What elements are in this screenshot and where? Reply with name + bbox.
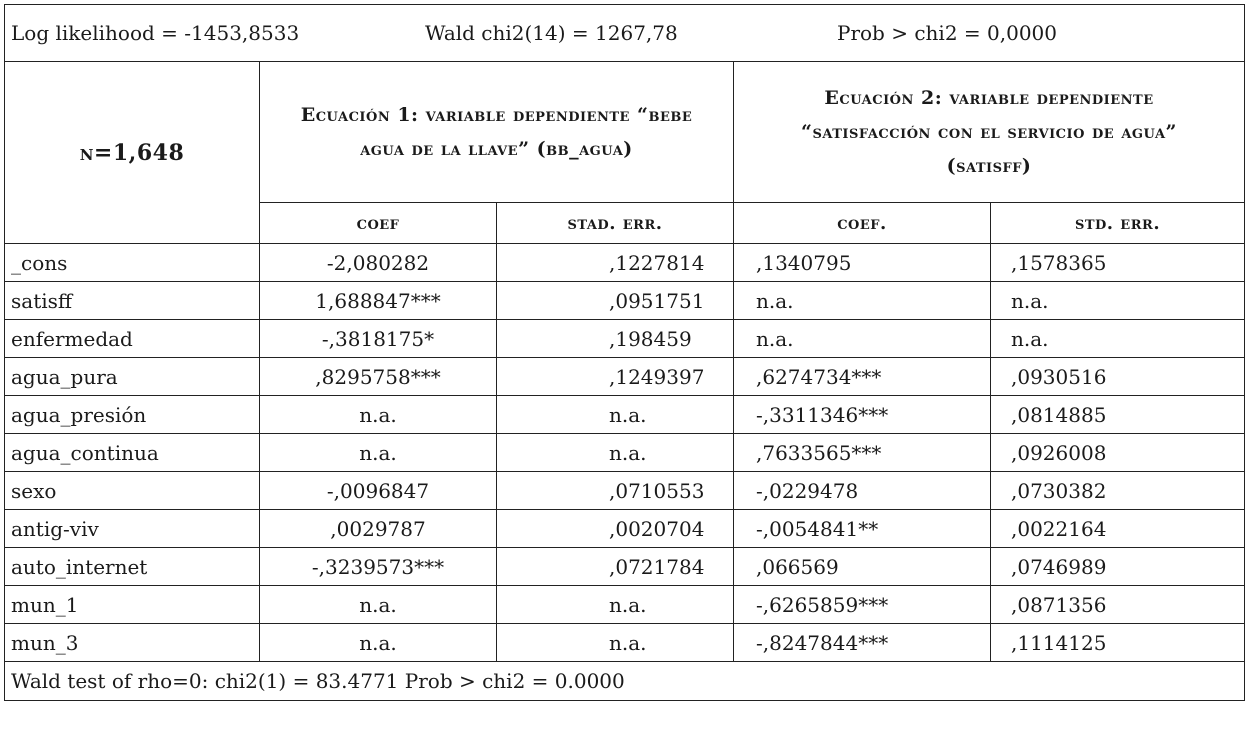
- regression-table-wrapper: [4, 4, 1244, 701]
- eq1-stderr: ,0721784: [497, 548, 734, 586]
- row-label: mun_3: [5, 624, 260, 662]
- prob-chi2: Prob > chi2 = 0,0000: [837, 21, 1057, 45]
- regression-table: [4, 4, 1245, 701]
- col-stderr-2: std. err.: [991, 203, 1245, 244]
- eq1-stderr: n.a.: [497, 586, 734, 624]
- eq1-stderr: n.a.: [497, 396, 734, 434]
- table-row: [5, 472, 1245, 510]
- table-row: [5, 510, 1245, 548]
- row-label: agua_pura: [5, 358, 260, 396]
- table-row: [5, 434, 1245, 472]
- table-row: [5, 282, 1245, 320]
- eq1-stderr: ,1227814: [497, 244, 734, 282]
- n-label: n=1,648: [5, 62, 260, 244]
- eq2-stderr: ,0746989: [991, 548, 1245, 586]
- eq1-coef: n.a.: [260, 434, 497, 472]
- eq2-stderr: ,0871356: [991, 586, 1245, 624]
- col-coef-1: coef: [260, 203, 497, 244]
- eq2-stderr: ,0930516: [991, 358, 1245, 396]
- wald-chi2: Wald chi2(14) = 1267,78: [425, 21, 678, 45]
- row-label: enfermedad: [5, 320, 260, 358]
- eq2-stderr: ,0814885: [991, 396, 1245, 434]
- eq1-coef: n.a.: [260, 586, 497, 624]
- col-coef-2: coef.: [734, 203, 991, 244]
- eq1-coef: n.a.: [260, 396, 497, 434]
- eq1-stderr: ,1249397: [497, 358, 734, 396]
- eq2-coef: ,7633565***: [734, 434, 991, 472]
- eq2-coef: -,8247844***: [734, 624, 991, 662]
- summary-row: [5, 5, 1245, 62]
- table-row: [5, 548, 1245, 586]
- eq2-stderr: ,0730382: [991, 472, 1245, 510]
- eq1-coef: -,3818175*: [260, 320, 497, 358]
- eq2-coef: -,6265859***: [734, 586, 991, 624]
- eq1-stderr: n.a.: [497, 624, 734, 662]
- table-row: [5, 624, 1245, 662]
- col-stderr-1: stad. err.: [497, 203, 734, 244]
- footer-text: Wald test of rho=0: chi2(1) = 83.4771 Prob > chi2 = 0.0000: [5, 662, 1245, 701]
- equation-1-header: [260, 62, 734, 203]
- table-row: [5, 396, 1245, 434]
- row-label: auto_internet: [5, 548, 260, 586]
- eq1-stderr: ,0020704: [497, 510, 734, 548]
- eq2-stderr: n.a.: [991, 282, 1245, 320]
- equation-2-text: Ecuación 2: variable dependiente “satisfacción con el servicio de agua” (satisff): [801, 87, 1177, 177]
- eq2-stderr: n.a.: [991, 320, 1245, 358]
- footer-row: [5, 662, 1245, 701]
- row-label: agua_continua: [5, 434, 260, 472]
- eq1-coef: -2,080282: [260, 244, 497, 282]
- eq2-coef: ,066569: [734, 548, 991, 586]
- eq1-stderr: ,198459: [497, 320, 734, 358]
- row-label: mun_1: [5, 586, 260, 624]
- eq2-coef: -,0229478: [734, 472, 991, 510]
- eq2-coef: -,3311346***: [734, 396, 991, 434]
- equation-1-text: Ecuación 1: variable dependiente “bebe agua de la llave” (bb_agua): [300, 104, 693, 160]
- eq2-coef: -,0054841**: [734, 510, 991, 548]
- table-body: [5, 244, 1245, 662]
- header-row: [5, 62, 1245, 203]
- table-row: [5, 358, 1245, 396]
- table-row: [5, 244, 1245, 282]
- summary-cell: [5, 5, 1245, 62]
- row-label: agua_presión: [5, 396, 260, 434]
- eq2-coef: ,1340795: [734, 244, 991, 282]
- log-likelihood: Log likelihood = -1453,8533: [11, 21, 300, 45]
- eq2-stderr: ,0022164: [991, 510, 1245, 548]
- row-label: satisff: [5, 282, 260, 320]
- eq2-coef: n.a.: [734, 282, 991, 320]
- row-label: antig-viv: [5, 510, 260, 548]
- table-row: [5, 320, 1245, 358]
- eq1-stderr: ,0951751: [497, 282, 734, 320]
- eq1-coef: ,8295758***: [260, 358, 497, 396]
- eq1-coef: n.a.: [260, 624, 497, 662]
- row-label: _cons: [5, 244, 260, 282]
- eq1-stderr: n.a.: [497, 434, 734, 472]
- eq1-coef: 1,688847***: [260, 282, 497, 320]
- eq2-stderr: ,1114125: [991, 624, 1245, 662]
- eq1-coef: -,3239573***: [260, 548, 497, 586]
- eq2-stderr: ,1578365: [991, 244, 1245, 282]
- equation-2-header: [734, 62, 1245, 203]
- eq2-coef: ,6274734***: [734, 358, 991, 396]
- eq1-coef: -,0096847: [260, 472, 497, 510]
- eq2-stderr: ,0926008: [991, 434, 1245, 472]
- eq1-stderr: ,0710553: [497, 472, 734, 510]
- eq1-coef: ,0029787: [260, 510, 497, 548]
- eq2-coef: n.a.: [734, 320, 991, 358]
- table-row: [5, 586, 1245, 624]
- row-label: sexo: [5, 472, 260, 510]
